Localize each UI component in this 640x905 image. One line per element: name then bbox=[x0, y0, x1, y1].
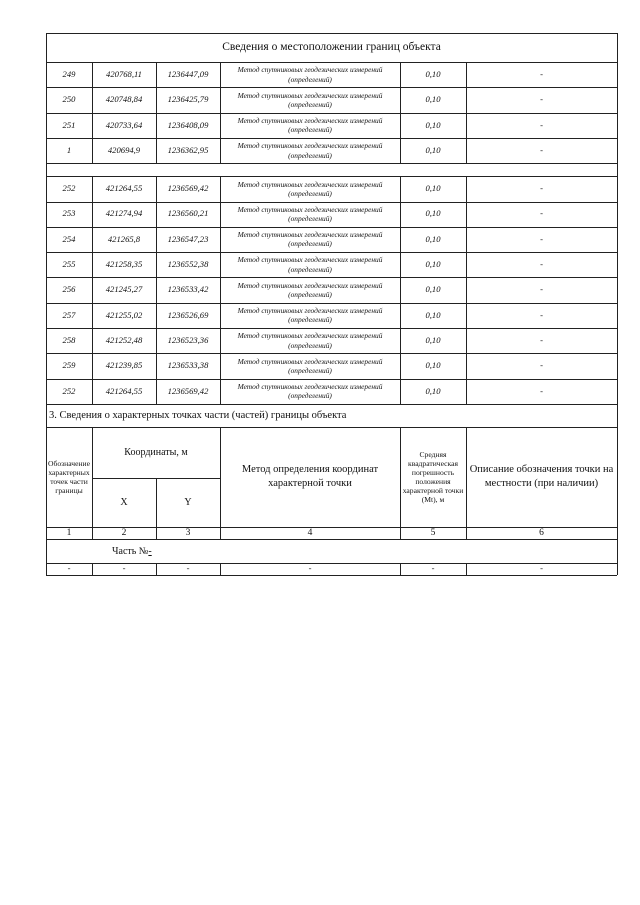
method-text: Метод спутниковых геодезических измерений (определений) bbox=[237, 65, 383, 84]
method-text: Метод спутниковых геодезических измерений (определений) bbox=[237, 179, 383, 198]
coord-x: 420694,9 bbox=[107, 144, 141, 155]
table-rule bbox=[466, 563, 467, 575]
table-rule bbox=[156, 62, 157, 163]
point-description: - bbox=[540, 385, 543, 396]
table-rule bbox=[46, 176, 47, 404]
part-number: - bbox=[148, 545, 152, 557]
method-text: Метод спутниковых геодезических измерений (определений) bbox=[237, 115, 383, 135]
part-label: Часть № bbox=[112, 545, 149, 557]
point-description: - bbox=[540, 68, 543, 79]
header-designation: Обозначение характерных точек части границы bbox=[48, 458, 90, 496]
coord-y: 1236523,36 bbox=[167, 334, 209, 345]
table-rule bbox=[46, 527, 47, 539]
header-y: Y bbox=[184, 497, 192, 508]
header-mt: Средняя квадратическая погрешность положения характерной точки (Mt), м bbox=[402, 449, 464, 505]
coord-y: 1236547,23 bbox=[167, 233, 209, 244]
point-number: 258 bbox=[62, 334, 76, 345]
table-rule bbox=[617, 427, 618, 527]
section-3-title: 3. Сведения о характерных точках части (частей) границы объекта bbox=[49, 409, 347, 421]
coord-y: 1236447,09 bbox=[167, 68, 209, 79]
mt-value: 0,10 bbox=[425, 208, 441, 219]
table-rule bbox=[617, 539, 618, 563]
point-number: 257 bbox=[62, 309, 76, 320]
part-label-row bbox=[110, 539, 617, 563]
header-description: Описание обозначения точки на местности (при наличии) bbox=[469, 463, 614, 489]
point-number: 250 bbox=[62, 94, 76, 105]
column-number: 3 bbox=[185, 527, 191, 538]
table-rule bbox=[46, 33, 617, 34]
empty-cell: - bbox=[186, 563, 190, 574]
empty-cell: - bbox=[67, 563, 71, 574]
point-description: - bbox=[540, 360, 543, 371]
coord-x: 421258,35 bbox=[105, 259, 143, 270]
point-number: 252 bbox=[62, 385, 76, 396]
coord-x: 421264,55 bbox=[105, 385, 143, 396]
table-rule bbox=[400, 527, 401, 539]
table-rule bbox=[46, 427, 47, 527]
method-text: Метод спутниковых геодезических измерений (определений) bbox=[237, 90, 383, 109]
method-text: Метод спутниковых геодезических измерений (определений) bbox=[237, 381, 383, 401]
point-number: 249 bbox=[62, 68, 76, 79]
coord-y: 1236533,38 bbox=[167, 360, 209, 371]
coord-x: 420733,64 bbox=[105, 119, 143, 130]
point-number: 1 bbox=[66, 144, 72, 155]
table-rule bbox=[617, 163, 618, 176]
table-rule bbox=[92, 563, 93, 575]
coord-x: 420768,11 bbox=[106, 68, 142, 79]
point-number: 252 bbox=[62, 183, 76, 194]
mt-value: 0,10 bbox=[425, 360, 441, 371]
table-rule bbox=[220, 563, 221, 575]
coord-y: 1236560,21 bbox=[167, 208, 209, 219]
table-rule bbox=[46, 575, 617, 576]
coord-y: 1236362,95 bbox=[167, 144, 209, 155]
table-rule bbox=[400, 427, 401, 527]
coord-x: 420748,84 bbox=[105, 94, 143, 105]
header-method: Метод определения координат характерной точки bbox=[241, 463, 379, 489]
table-title: Сведения о местоположении границ объекта bbox=[222, 41, 441, 54]
point-number: 251 bbox=[62, 119, 76, 130]
table-rule bbox=[156, 478, 157, 527]
method-text: Метод спутниковых геодезических измерений (определений) bbox=[237, 280, 383, 300]
method-text: Метод спутниковых геодезических измерений (определений) bbox=[237, 230, 383, 249]
mt-value: 0,10 bbox=[425, 284, 441, 295]
column-number: 4 bbox=[307, 527, 313, 538]
point-description: - bbox=[540, 119, 543, 130]
mt-value: 0,10 bbox=[425, 385, 441, 396]
method-text: Метод спутниковых геодезических измерений (определений) bbox=[237, 356, 383, 375]
table-rule bbox=[617, 176, 618, 404]
table-rule bbox=[156, 176, 157, 404]
table-rule bbox=[220, 176, 221, 404]
table-rule bbox=[466, 527, 467, 539]
coord-x: 421264,55 bbox=[105, 183, 143, 194]
point-description: - bbox=[540, 309, 543, 320]
table-rule bbox=[156, 527, 157, 539]
table-rule bbox=[46, 33, 47, 62]
table-rule bbox=[46, 563, 47, 575]
coord-y: 1236569,42 bbox=[167, 385, 209, 396]
table-rule bbox=[46, 62, 47, 163]
point-number: 255 bbox=[62, 259, 76, 270]
mt-value: 0,10 bbox=[425, 309, 441, 320]
coord-x: 421245,27 bbox=[105, 284, 143, 295]
table-rule bbox=[46, 163, 47, 176]
table-rule bbox=[220, 62, 221, 163]
table-rule bbox=[46, 539, 47, 563]
point-number: 254 bbox=[62, 233, 76, 244]
mt-value: 0,10 bbox=[425, 68, 441, 79]
mt-value: 0,10 bbox=[425, 259, 441, 270]
table-rule bbox=[92, 427, 93, 527]
table-rule bbox=[617, 33, 618, 62]
mt-value: 0,10 bbox=[425, 94, 441, 105]
table-rule bbox=[156, 563, 157, 575]
column-number: 2 bbox=[121, 527, 127, 538]
table-rule bbox=[220, 427, 221, 527]
mt-value: 0,10 bbox=[425, 119, 441, 130]
coord-y: 1236425,79 bbox=[167, 94, 209, 105]
coord-y: 1236569,42 bbox=[167, 183, 209, 194]
method-text: Метод спутниковых геодезических измерений (определений) bbox=[237, 306, 383, 325]
point-number: 259 bbox=[62, 360, 76, 371]
point-description: - bbox=[540, 183, 543, 194]
table-rule bbox=[617, 404, 618, 427]
point-description: - bbox=[540, 334, 543, 345]
table-rule bbox=[466, 62, 467, 163]
method-text: Метод спутниковых геодезических измерений (определений) bbox=[237, 255, 383, 274]
header-x: X bbox=[120, 497, 128, 508]
mt-value: 0,10 bbox=[425, 334, 441, 345]
table-rule bbox=[400, 563, 401, 575]
table-rule bbox=[400, 176, 401, 404]
point-number: 256 bbox=[62, 284, 76, 295]
table-rule bbox=[220, 527, 221, 539]
table-rule bbox=[617, 527, 618, 539]
empty-cell: - bbox=[122, 563, 126, 574]
coord-y: 1236533,42 bbox=[167, 284, 209, 295]
table-rule bbox=[46, 163, 617, 164]
coord-x: 421252,48 bbox=[105, 334, 143, 345]
coord-x: 421239,85 bbox=[105, 360, 143, 371]
coord-y: 1236552,38 bbox=[167, 259, 209, 270]
empty-cell: - bbox=[540, 563, 543, 574]
mt-value: 0,10 bbox=[425, 144, 441, 155]
coord-y: 1236408,09 bbox=[167, 119, 209, 130]
table-rule bbox=[92, 62, 93, 163]
table-rule bbox=[92, 176, 93, 404]
method-text: Метод спутниковых геодезических измерений (определений) bbox=[237, 141, 383, 160]
column-number: 6 bbox=[539, 527, 544, 538]
table-rule bbox=[46, 404, 47, 427]
coord-y: 1236526,69 bbox=[167, 309, 209, 320]
coord-x: 421274,94 bbox=[105, 208, 143, 219]
table-rule bbox=[92, 527, 93, 539]
mt-value: 0,10 bbox=[425, 183, 441, 194]
empty-cell: - bbox=[431, 563, 435, 574]
point-description: - bbox=[540, 144, 543, 155]
method-text: Метод спутниковых геодезических измерений (определений) bbox=[237, 331, 383, 350]
point-description: - bbox=[540, 259, 543, 270]
point-description: - bbox=[540, 94, 543, 105]
mt-value: 0,10 bbox=[425, 233, 441, 244]
coord-x: 421255,02 bbox=[105, 309, 143, 320]
point-description: - bbox=[540, 208, 543, 219]
column-number: 1 bbox=[66, 527, 72, 538]
point-number: 253 bbox=[62, 208, 76, 219]
coord-x: 421265,8 bbox=[107, 233, 141, 244]
empty-cell: - bbox=[308, 563, 312, 574]
table-rule bbox=[617, 62, 618, 163]
table-rule bbox=[466, 176, 467, 404]
point-description: - bbox=[540, 233, 543, 244]
table-rule bbox=[466, 427, 467, 527]
point-description: - bbox=[540, 284, 543, 295]
column-number: 5 bbox=[430, 527, 436, 538]
table-rule bbox=[617, 563, 618, 575]
table-rule bbox=[400, 62, 401, 163]
method-text: Метод спутниковых геодезических измерений (определений) bbox=[237, 204, 383, 224]
header-coordinates: Координаты, м bbox=[124, 447, 188, 458]
